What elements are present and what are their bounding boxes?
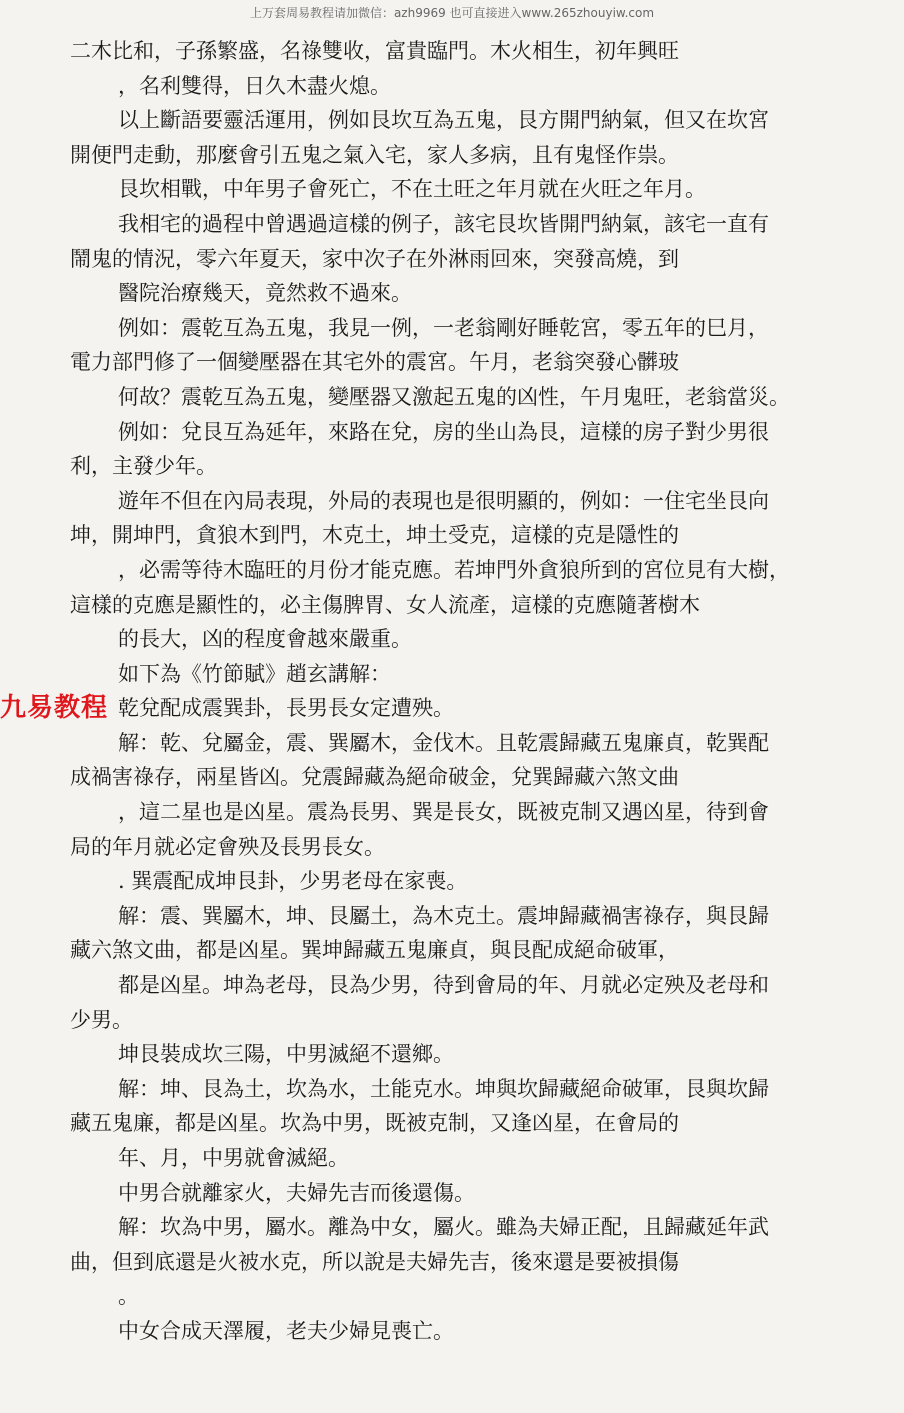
text-line: 年、月，中男就會滅絕。 xyxy=(118,1146,349,1170)
text-line: 電力部門修了一個變壓器在其宅外的震宮。午月，老翁突發心髒玻 xyxy=(70,350,679,375)
text-line: 少男。 xyxy=(70,1007,133,1032)
text-line: 坤艮裝成坎三陽，中男滅絕不還鄉。 xyxy=(118,1042,454,1067)
text-line: 解：乾、兌屬金，震、巽屬木，金伐木。且乾震歸藏五鬼廉貞，乾巽配 xyxy=(118,730,769,755)
text-line: 例如：兌艮互為延年，來路在兌，房的坐山為艮，這樣的房子對少男很 xyxy=(118,419,769,444)
text-line: 坤，開坤門，貪狼木到門，木克土，坤土受克，這樣的克是隱性的 xyxy=(70,523,679,548)
text-line: 利，主發少年。 xyxy=(70,454,217,479)
text-line: 中女合成天澤履，老夫少婦見喪亡。 xyxy=(118,1318,454,1343)
text-line: 開便門走動，那麼會引五鬼之氣入宅，家人多病，且有鬼怪作祟。 xyxy=(70,142,679,167)
text-line: ，這二星也是凶星。震為長男、巽是長女，既被克制又遇凶星，待到會 xyxy=(118,800,769,825)
text-line: 解：震、巽屬木，坤、艮屬土，為木克土。震坤歸藏禍害祿存，與艮歸 xyxy=(118,903,769,928)
text-line: 鬧鬼的情況，零六年夏天，家中次子在外淋雨回來，突發高燒，到 xyxy=(70,246,679,271)
text-line: 例如：震乾互為五鬼，我見一例，一老翁剛好睡乾宮，零五年的巳月， xyxy=(118,315,769,340)
text-line: 艮坎相戰，中年男子會死亡，不在土旺之年月就在火旺之年月。 xyxy=(118,177,706,202)
text-line: 。 xyxy=(118,1284,139,1309)
text-line: 這樣的克應是顯性的，必主傷脾胃、女人流產，這樣的克應隨著樹木 xyxy=(70,592,700,617)
text-line: 中男合就離家火，夫婦先吉而後還傷。 xyxy=(118,1180,475,1205)
text-line: 何故？震乾互為五鬼，變壓器又激起五鬼的凶性，午月鬼旺，老翁當災。 xyxy=(118,384,790,409)
text-line: . 巽震配成坤艮卦，少男老母在家喪。 xyxy=(118,869,468,894)
document-page xyxy=(70,34,842,1349)
text-line: ，必需等待木臨旺的月份才能克應。若坤門外貪狼所到的宮位見有大樹， xyxy=(118,557,790,582)
text-line: 解：坤、艮為土，坎為水，土能克水。坤與坎歸藏絕命破軍，艮與坎歸 xyxy=(118,1076,769,1101)
text-line: 藏六煞文曲，都是凶星。巽坤歸藏五鬼廉貞，與艮配成絕命破軍， xyxy=(70,938,679,963)
text-line: 以上斷語要靈活運用，例如艮坎互為五鬼，艮方開門納氣，但又在坎宮 xyxy=(118,108,769,133)
text-line: 我相宅的過程中曾遇過這樣的例子，該宅艮坎皆開門納氣，該宅一直有 xyxy=(118,211,769,236)
text-line: 醫院治療幾天，竟然救不過來。 xyxy=(118,281,412,306)
text-line: 曲，但到底還是火被水克，所以說是夫婦先吉，後來還是要被損傷 xyxy=(70,1249,679,1274)
text-line: 藏五鬼廉，都是凶星。坎為中男，既被克制，又逢凶星，在會局的 xyxy=(70,1111,679,1136)
text-line: 解：坎為中男，屬水。離為中女，屬火。雖為夫婦正配，且歸藏延年武 xyxy=(118,1215,769,1240)
text-line: 二木比和，子孫繁盛，名祿雙收，富貴臨門。木火相生，初年興旺 xyxy=(70,39,679,63)
text-line: 遊年不但在內局表現，外局的表現也是很明顯的，例如：一住宅坐艮向 xyxy=(118,488,769,513)
text-line: 乾兌配成震巽卦，長男長女定遭殃。 xyxy=(118,696,454,721)
top-watermark: 上万套周易教程请加微信：azh9969 也可直接进入www.265zhouyiw.com xyxy=(249,6,655,20)
text-line: 如下為《竹節賦》趙玄講解： xyxy=(118,661,391,686)
text-line: 成禍害祿存，兩星皆凶。兌震歸藏為絕命破金，兌巽歸藏六煞文曲 xyxy=(70,765,679,790)
text-line: ，名利雙得，日久木盡火熄。 xyxy=(118,73,391,98)
text-line: 都是凶星。坤為老母，艮為少男，待到會局的年、月就必定殃及老母和 xyxy=(118,973,769,998)
brand-logo: 九易教程 xyxy=(0,693,109,723)
text-line: 的長大，凶的程度會越來嚴重。 xyxy=(118,627,412,652)
text-line: 局的年月就必定會殃及長男長女。 xyxy=(70,834,385,859)
